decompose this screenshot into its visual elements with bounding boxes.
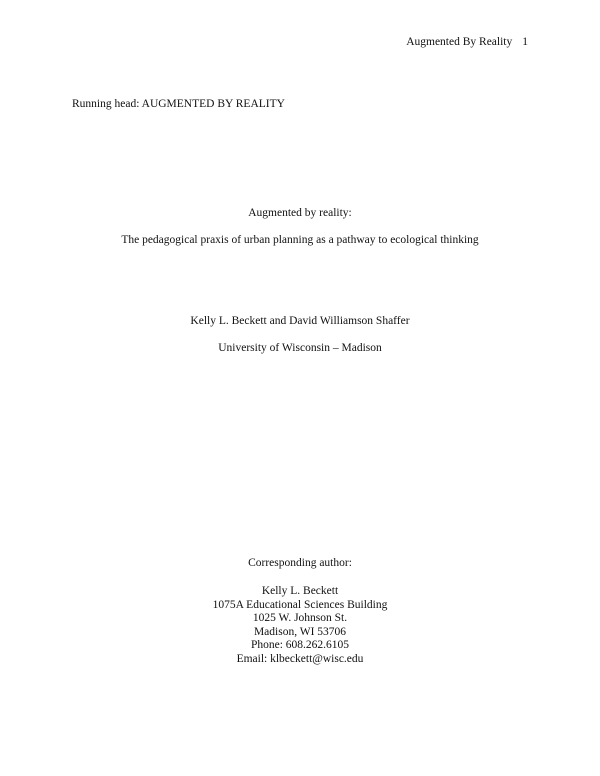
paper-title: Augmented by reality: xyxy=(248,207,352,219)
running-head: Running head: AUGMENTED BY REALITY xyxy=(72,98,285,110)
address-line: Madison, WI 53706 xyxy=(253,625,347,638)
author-names: Kelly L. Beckett and David Williamson Shaffer xyxy=(190,315,410,327)
paper-subtitle: The pedagogical praxis of urban planning as a pathway to ecological thinking xyxy=(121,234,479,246)
page-number: 1 xyxy=(522,36,528,48)
address-line: 1075A Educational Sciences Building xyxy=(212,598,388,611)
address-line: 1025 W. Johnson St. xyxy=(252,612,348,624)
address-line: Phone: 608.262.6105 xyxy=(250,639,350,651)
corresponding-author-label: Corresponding author: xyxy=(248,557,352,569)
address-line: Kelly L. Beckett xyxy=(261,585,339,597)
corresponding-author-address xyxy=(0,585,600,666)
author-affiliation: University of Wisconsin – Madison xyxy=(218,342,382,354)
header-short-title: Augmented By Reality xyxy=(406,36,513,48)
page-header xyxy=(406,36,528,48)
address-line: Email: klbeckett@wisc.edu xyxy=(236,652,364,665)
